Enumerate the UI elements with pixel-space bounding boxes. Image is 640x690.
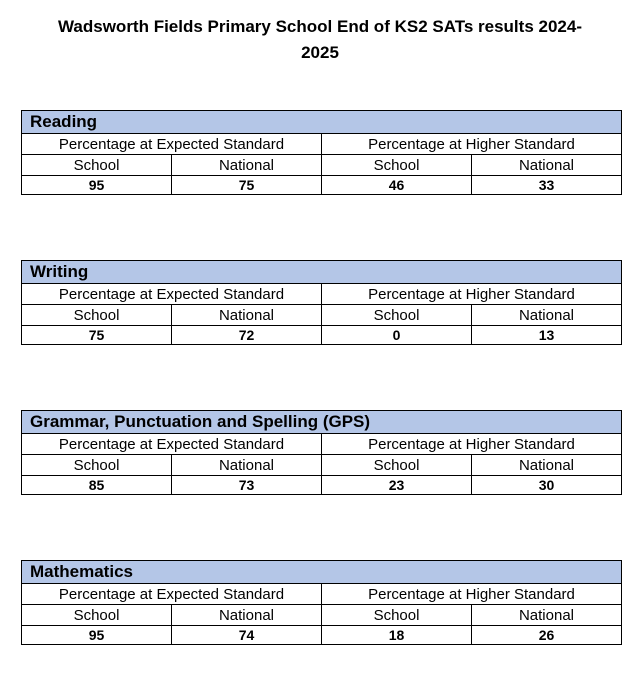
page-title-line-2: 2025 [301,43,339,62]
subject-heading: Writing [22,261,622,284]
school-column-header: School [322,605,472,626]
expected-standard-header: Percentage at Expected Standard [22,284,322,305]
expected-national-value: 75 [172,176,322,195]
national-column-header: National [172,605,322,626]
expected-standard-header: Percentage at Expected Standard [22,134,322,155]
national-column-header: National [472,155,622,176]
school-column-header: School [22,305,172,326]
expected-school-value: 75 [22,326,172,345]
higher-school-value: 18 [322,626,472,645]
higher-standard-header: Percentage at Higher Standard [322,134,622,155]
expected-national-value: 74 [172,626,322,645]
higher-standard-header: Percentage at Higher Standard [322,584,622,605]
higher-national-value: 13 [472,326,622,345]
national-column-header: National [472,305,622,326]
national-column-header: National [472,455,622,476]
national-column-header: National [172,155,322,176]
subject-heading: Mathematics [22,561,622,584]
expected-standard-header: Percentage at Expected Standard [22,584,322,605]
school-column-header: School [322,155,472,176]
higher-national-value: 30 [472,476,622,495]
school-column-header: School [22,455,172,476]
expected-school-value: 95 [22,176,172,195]
higher-school-value: 46 [322,176,472,195]
higher-school-value: 0 [322,326,472,345]
subject-heading: Grammar, Punctuation and Spelling (GPS) [22,411,622,434]
national-column-header: National [172,455,322,476]
page-title [20,14,620,66]
expected-school-value: 85 [22,476,172,495]
expected-national-value: 72 [172,326,322,345]
subject-heading: Reading [22,111,622,134]
expected-national-value: 73 [172,476,322,495]
school-column-header: School [322,305,472,326]
expected-standard-header: Percentage at Expected Standard [22,434,322,455]
national-column-header: National [472,605,622,626]
higher-standard-header: Percentage at Higher Standard [322,434,622,455]
gps-results-table [21,410,622,495]
higher-school-value: 23 [322,476,472,495]
school-column-header: School [22,155,172,176]
higher-national-value: 26 [472,626,622,645]
national-column-header: National [172,305,322,326]
writing-results-table [21,260,622,345]
mathematics-results-table [21,560,622,645]
page-title-line-1: Wadsworth Fields Primary School End of KS2 SATs results 2024- [58,17,582,36]
higher-national-value: 33 [472,176,622,195]
school-column-header: School [22,605,172,626]
higher-standard-header: Percentage at Higher Standard [322,284,622,305]
reading-results-table [21,110,622,195]
school-column-header: School [322,455,472,476]
expected-school-value: 95 [22,626,172,645]
